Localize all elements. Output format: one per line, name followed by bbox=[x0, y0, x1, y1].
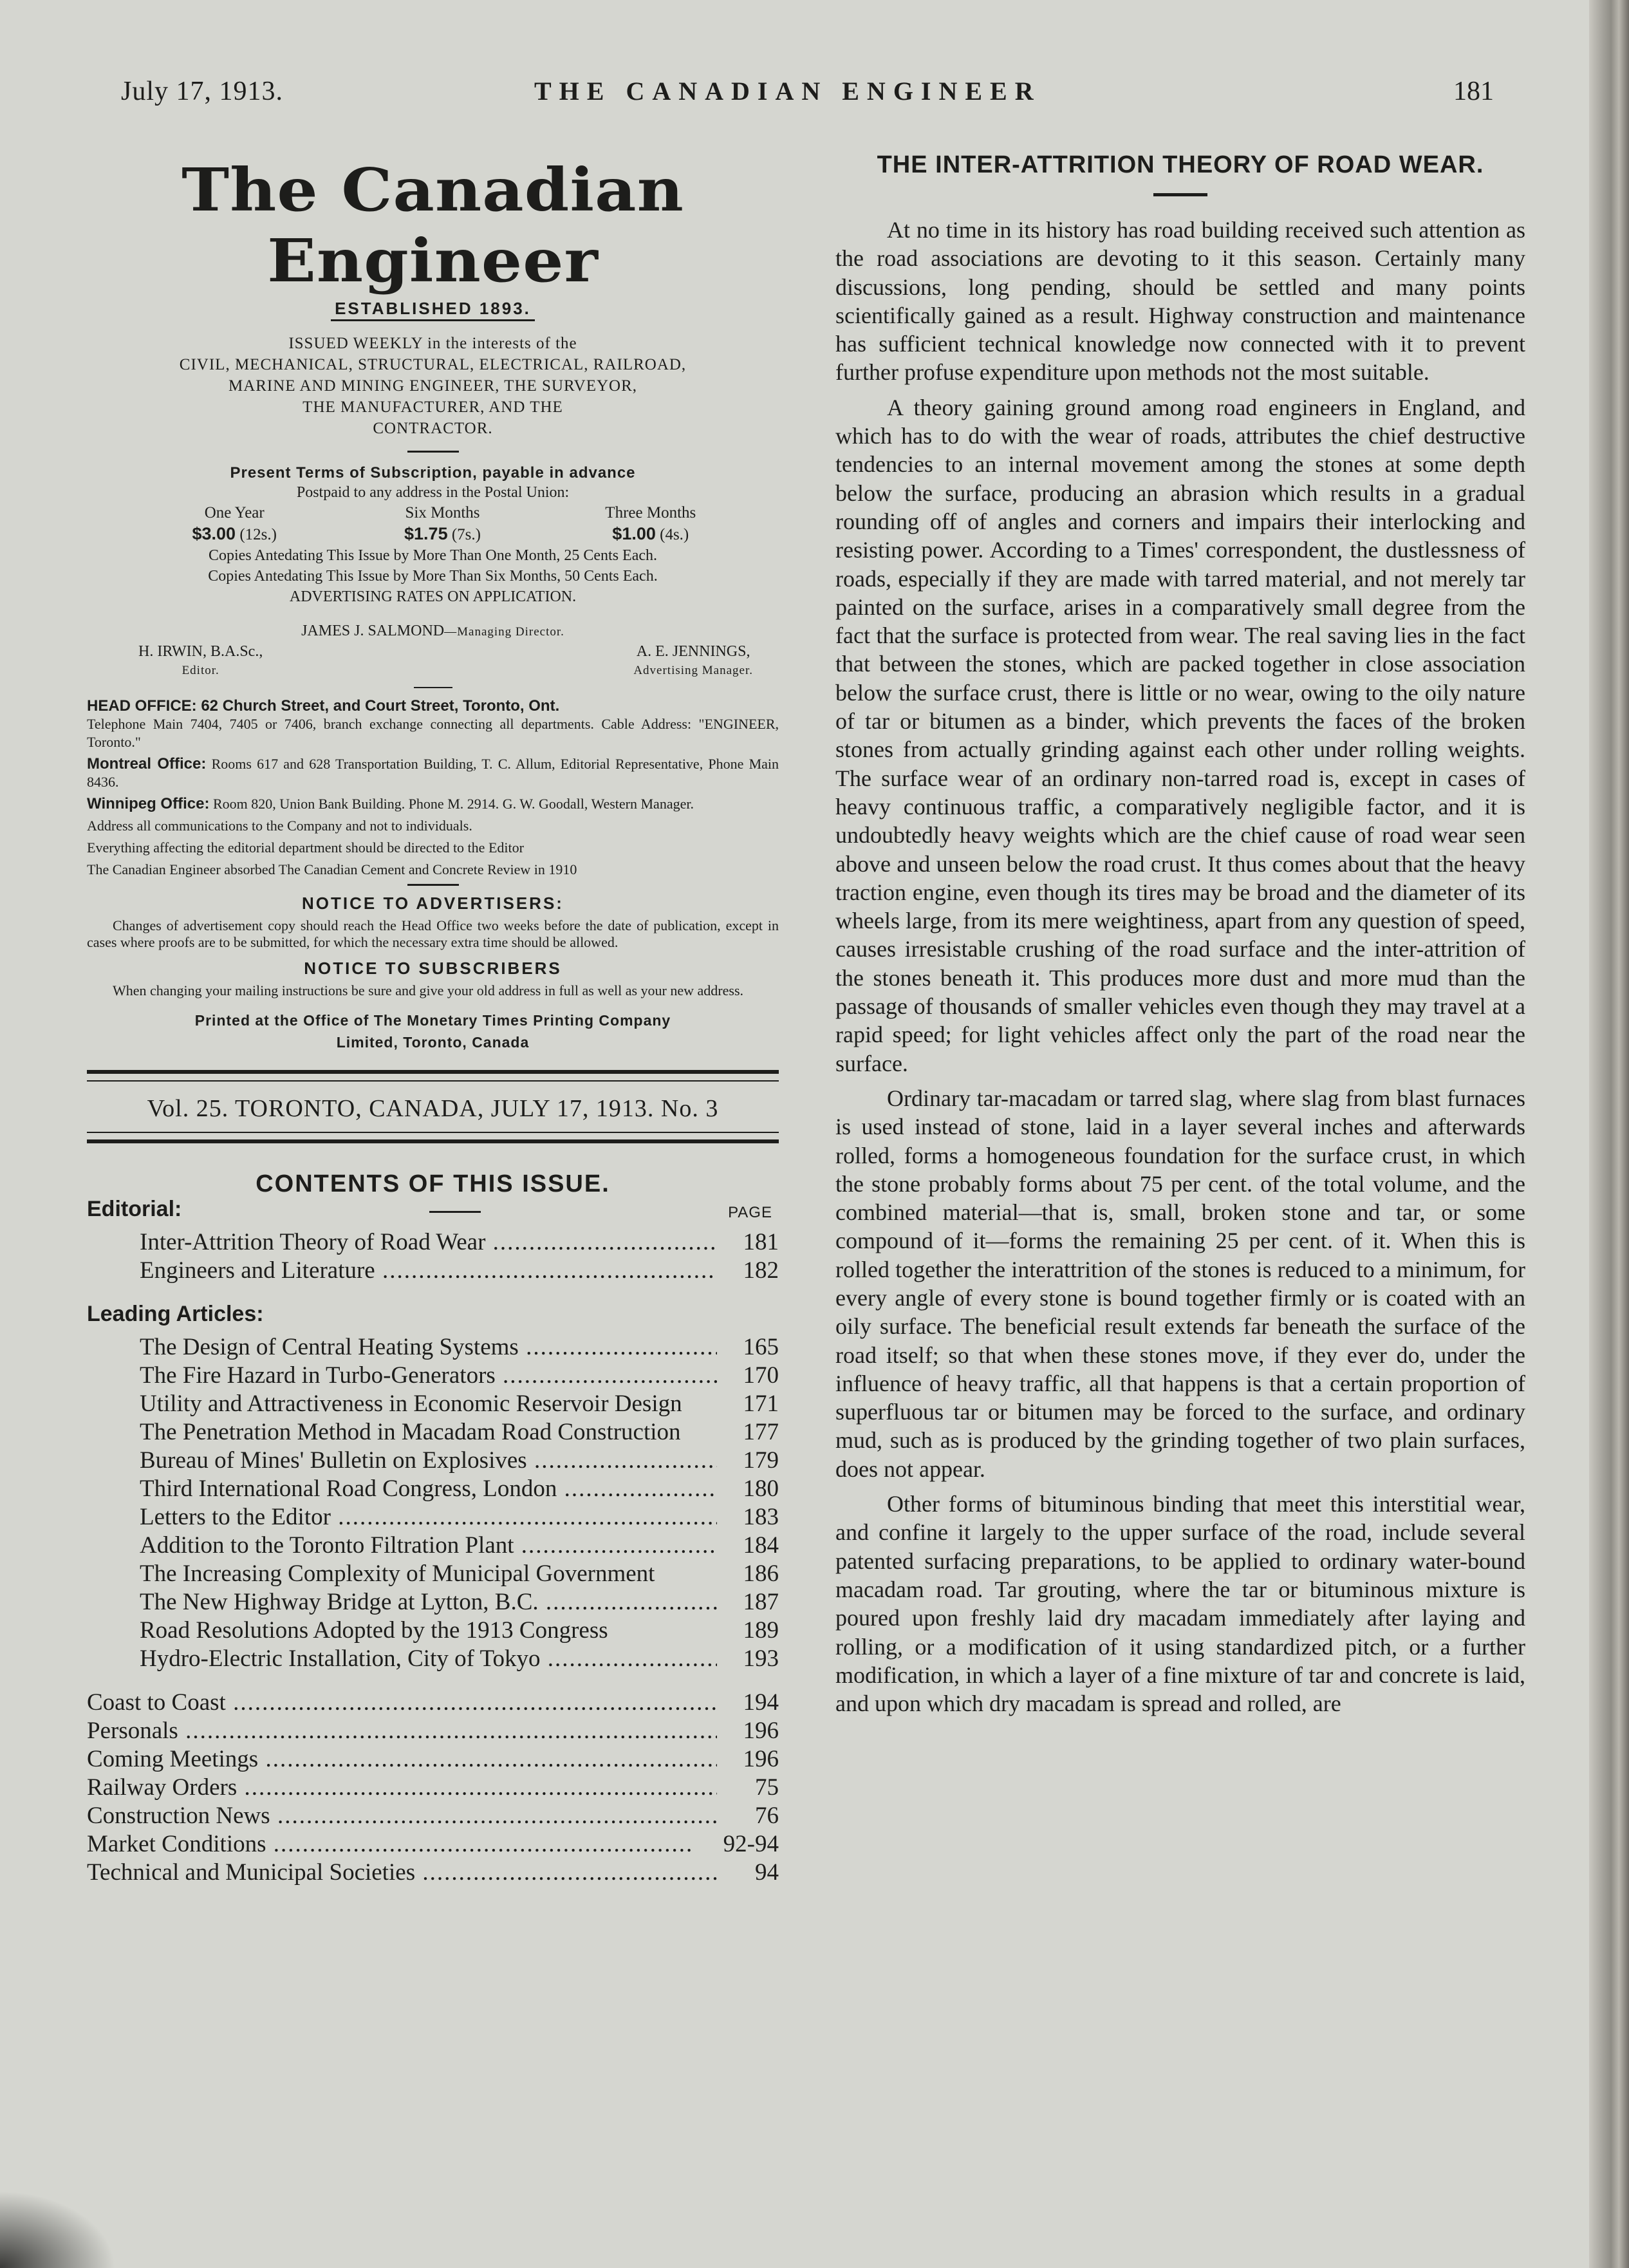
mission-line: CONTRACTOR. bbox=[373, 420, 493, 437]
masthead-column bbox=[87, 155, 779, 1887]
subscription-terms bbox=[87, 464, 779, 607]
address-note: Address all communications to the Company and not to individuals. bbox=[87, 818, 472, 834]
toc-entry[interactable]: The Penetration Method in Macadam Road Construction 177 bbox=[140, 1419, 779, 1445]
editorial-label: Editorial: bbox=[87, 1197, 182, 1221]
page-column-label: PAGE bbox=[728, 1204, 772, 1221]
leading-articles-list bbox=[87, 1333, 779, 1673]
toc-entry[interactable]: Construction News ..... 76 bbox=[87, 1802, 779, 1830]
editorial-heading-row bbox=[87, 1197, 779, 1222]
departments-list bbox=[87, 1689, 779, 1887]
toc-entry[interactable]: Bureau of Mines' Bulletin on Explosives ..... 179 bbox=[87, 1447, 779, 1475]
divider bbox=[407, 451, 459, 453]
toc-entry[interactable]: The New Highway Bridge at Lytton, B.C. ..... 187 bbox=[87, 1588, 779, 1617]
toc-entry[interactable]: Technical and Municipal Societies ..... 94 bbox=[87, 1859, 779, 1887]
antedating-note: Copies Antedating This Issue by More Than One Month, 25 Cents Each. bbox=[208, 547, 658, 564]
period-label: Three Months bbox=[605, 504, 696, 521]
montreal-office: Montreal Office: Rooms 617 and 628 Transportation Building, T. C. Allum, Editorial Representative, Phone Main 8436. bbox=[87, 755, 779, 790]
toc-entry[interactable]: Railway Orders ..... 75 bbox=[87, 1774, 779, 1802]
offices-block bbox=[87, 697, 779, 879]
toc-entry[interactable]: Personals ..... 196 bbox=[87, 1717, 779, 1745]
terms-heading: Present Terms of Subscription, payable in advance bbox=[230, 464, 636, 482]
mission-line: CIVIL, MECHANICAL, STRUCTURAL, ELECTRICAL, RAILROAD, bbox=[179, 356, 687, 373]
divider bbox=[407, 884, 459, 886]
notice-advertisers-heading: NOTICE TO ADVERTISERS: bbox=[302, 894, 564, 913]
volume-rule-top bbox=[87, 1070, 779, 1082]
notice-subscribers-body: When changing your mailing instructions be sure and give your old address in full as well as your new address. bbox=[113, 982, 743, 998]
header-page-number: 181 bbox=[1453, 77, 1494, 106]
head-office: HEAD OFFICE: 62 Church Street, and Court Street, Toronto, Ont. Telephone Main 7404, 7405 or 7406, branch exchange connecting all departments. Cable Address: "ENGINEER, Toronto." bbox=[87, 697, 779, 750]
mission-line: ISSUED WEEKLY in the interests of the bbox=[288, 335, 577, 352]
staff-row bbox=[87, 642, 779, 680]
scan-shadow bbox=[0, 2191, 116, 2268]
printer-credit: Printed at the Office of The Monetary Times Printing Company Limited, Toronto, Canada bbox=[194, 1012, 671, 1051]
editor: H. IRWIN, B.A.Sc., Editor. bbox=[138, 643, 263, 677]
divider bbox=[414, 687, 452, 688]
contents-title: CONTENTS OF THIS ISSUE. bbox=[256, 1170, 610, 1197]
mission-block bbox=[87, 333, 779, 439]
volume-rule-bottom bbox=[87, 1132, 779, 1143]
editorial-list bbox=[87, 1228, 779, 1285]
volume-line: Vol. 25. TORONTO, CANADA, JULY 17, 1913. No. 3 bbox=[147, 1095, 719, 1122]
toc-entry[interactable]: The Increasing Complexity of Municipal Government 186 bbox=[140, 1560, 779, 1587]
managing-director: JAMES J. SALMOND—Managing Director. bbox=[301, 623, 564, 639]
price-six-months: $1.75 (7s.) bbox=[404, 524, 481, 543]
divider bbox=[1153, 193, 1207, 196]
winnipeg-office: Winnipeg Office: Room 820, Union Bank Building. Phone M. 2914. G. W. Goodall, Western Manager. bbox=[87, 795, 694, 812]
toc-entry[interactable]: Market Conditions ..... 92-94 bbox=[87, 1830, 779, 1859]
article-paragraph: Other forms of bituminous binding that meet this interstitial wear, and confine it largely to the upper surface of the road, include several patented surfacing preparations, to be applied to ordinary water-bound macadam road. Tar grouting, where the tar or bituminous mixture is poured upon freshly laid dry macadam immediately after laying and rolling, or a modification of it using standardized pitch, or a further modification, in which a layer of a fine mixture of tar and concrete is laid, and upon which dry macadam is spread and rolled, are bbox=[835, 1491, 1525, 1717]
toc-entry[interactable]: Utility and Attractiveness in Economic Reservoir Design 171 bbox=[140, 1391, 779, 1417]
toc-entry[interactable]: Road Resolutions Adopted by the 1913 Congress 189 bbox=[140, 1617, 779, 1644]
editorial-note: Everything affecting the editorial department should be directed to the Editor bbox=[87, 839, 524, 856]
mission-line: MARINE AND MINING ENGINEER, THE SURVEYOR, bbox=[228, 377, 638, 395]
toc-entry[interactable]: Addition to the Toronto Filtration Plant ..... 184 bbox=[87, 1532, 779, 1560]
toc-entry[interactable]: The Design of Central Heating Systems ..... 165 bbox=[87, 1333, 779, 1362]
toc-entry[interactable]: Third International Road Congress, London ..... 180 bbox=[87, 1475, 779, 1503]
toc-entry[interactable]: Inter-Attrition Theory of Road Wear ..... 181 bbox=[87, 1228, 779, 1257]
page-binding-edge bbox=[1589, 0, 1629, 2268]
toc-entry[interactable]: Engineers and Literature ..... 182 bbox=[87, 1257, 779, 1285]
notice-advertisers bbox=[87, 894, 779, 951]
absorbed-note: The Canadian Engineer absorbed The Canadian Cement and Concrete Review in 1910 bbox=[87, 861, 577, 877]
antedating-note: Copies Antedating This Issue by More Than Six Months, 50 Cents Each. bbox=[208, 568, 658, 585]
toc-entry[interactable]: Coast to Coast ..... 194 bbox=[87, 1689, 779, 1717]
article-title: THE INTER-ATTRITION THEORY OF ROAD WEAR. bbox=[877, 151, 1484, 178]
established-line: ESTABLISHED 1893. bbox=[87, 299, 779, 319]
header-date: July 17, 1913. bbox=[121, 77, 284, 106]
toc-entry[interactable]: Coming Meetings ..... 196 bbox=[87, 1745, 779, 1774]
leading-articles-label: Leading Articles: bbox=[87, 1302, 264, 1326]
notice-subscribers-heading: NOTICE TO SUBSCRIBERS bbox=[304, 959, 562, 978]
terms-periods bbox=[87, 503, 779, 523]
notice-advertisers-body: Changes of advertisement copy should reach the Head Office two weeks before the date of publication, except in cases where proofs are to be submitted, for which the necessary extra time should be allowed. bbox=[87, 917, 779, 950]
divider bbox=[429, 1211, 481, 1213]
advertising-manager: A. E. JENNINGS, Advertising Manager. bbox=[633, 643, 753, 677]
toc-entry[interactable]: Hydro-Electric Installation, City of Tokyo ..... 193 bbox=[87, 1645, 779, 1673]
masthead-title: The Canadian Engineer bbox=[182, 155, 684, 295]
running-head bbox=[0, 76, 1629, 121]
terms-prices bbox=[87, 523, 779, 545]
terms-postpaid: Postpaid to any address in the Postal Union: bbox=[296, 484, 570, 501]
toc-entry[interactable]: Letters to the Editor ..... 183 bbox=[87, 1503, 779, 1532]
notice-subscribers bbox=[87, 959, 779, 999]
article-paragraph: At no time in its history has road building received such attention as the road associations are devoting to it this season. Certainly many discussions, long pending, should be settled and many points scientifically gained as a result. Highway construction and maintenance has sufficient technical knowledge now connected with it to prevent further profuse expenditure upon methods not the most suitable. bbox=[835, 217, 1525, 386]
period-label: One Year bbox=[204, 504, 265, 521]
price-three-months: $1.00 (4s.) bbox=[612, 524, 689, 543]
staff-block bbox=[87, 621, 779, 680]
article-paragraph: A theory gaining ground among road engineers in England, and which has to do with the wear of roads, attributes the chief destructive tendencies to an internal movement among the stones at some depth below the surface, producing an abrasion which results in a gradual rounding off of angles and corners and impairs their interlocking and resisting power. According to a Times' correspondent, the dustlessness of roads, especially if they are made with tarred material, and not merely tar painted on the surface, arises in a comparatively small degree from the fact that the surface is protected from wear. The real saving lies in the fact that between the stones, which are packed together in close association below the surface crust, there is little or no wear, owing to the oily nature of tar or bitumen as a binder, which prevents the faces of the broken stones from actually grinding against each other under rolling weights. The surface wear of an ordinary non-tarred road is, except in cases of heavy continuous traffic, a comparatively negligible factor, and it is undoubtedly heavy weights which are the chief cause of road wear seen above and unseen below the road crust. It thus comes about that the heavy traction engine, even though its tires may be broad and the diameter of its wheels large, from its mere weightiness, apart from any question of speed, causes irresistable crushing of the road surface and the inter-attrition of the stones beneath it. This produces more dust and more mud than the passage of thousands of smaller vehicles even though they may travel at a rapid speed; for light vehicles affect only the part of the road near the surface. bbox=[835, 394, 1525, 1076]
mission-line: THE MANUFACTURER, AND THE bbox=[303, 398, 563, 416]
toc-entry[interactable]: The Fire Hazard in Turbo-Generators ..... 170 bbox=[87, 1362, 779, 1390]
header-journal: THE CANADIAN ENGINEER bbox=[534, 77, 1041, 106]
period-label: Six Months bbox=[405, 504, 480, 521]
article-column bbox=[835, 149, 1525, 1724]
article-paragraph: Ordinary tar-macadam or tarred slag, where slag from blast furnaces is used instead of stone, laid in a layer several inches and afterwards rolled, forms a homogeneous foundation for the surface crust, in which the stone probably forms about 75 per cent. of the total volume, and the combined material—that is, small, broken stone and tar, or some compound of it—forms the remaining 25 per cent. of it. When this is rolled together the interattrition of the stones is reduced to a minimum, for every angle of every stone is bound together firmly or is coated with an oily surface. The beneficial result extends far beneath the surface of the road itself; so that when these stones move, if they ever do, under the influence of heavy traffic, all that happens is that a certain proportion of superfluous tar or bitumen may be forced to the surface, and ordinary mud, such as is produced by the grinding together of two plain surfaces, does not appear. bbox=[835, 1085, 1525, 1482]
price-one-year: $3.00 (12s.) bbox=[192, 524, 277, 543]
advertising-rates: ADVERTISING RATES ON APPLICATION. bbox=[289, 588, 577, 605]
